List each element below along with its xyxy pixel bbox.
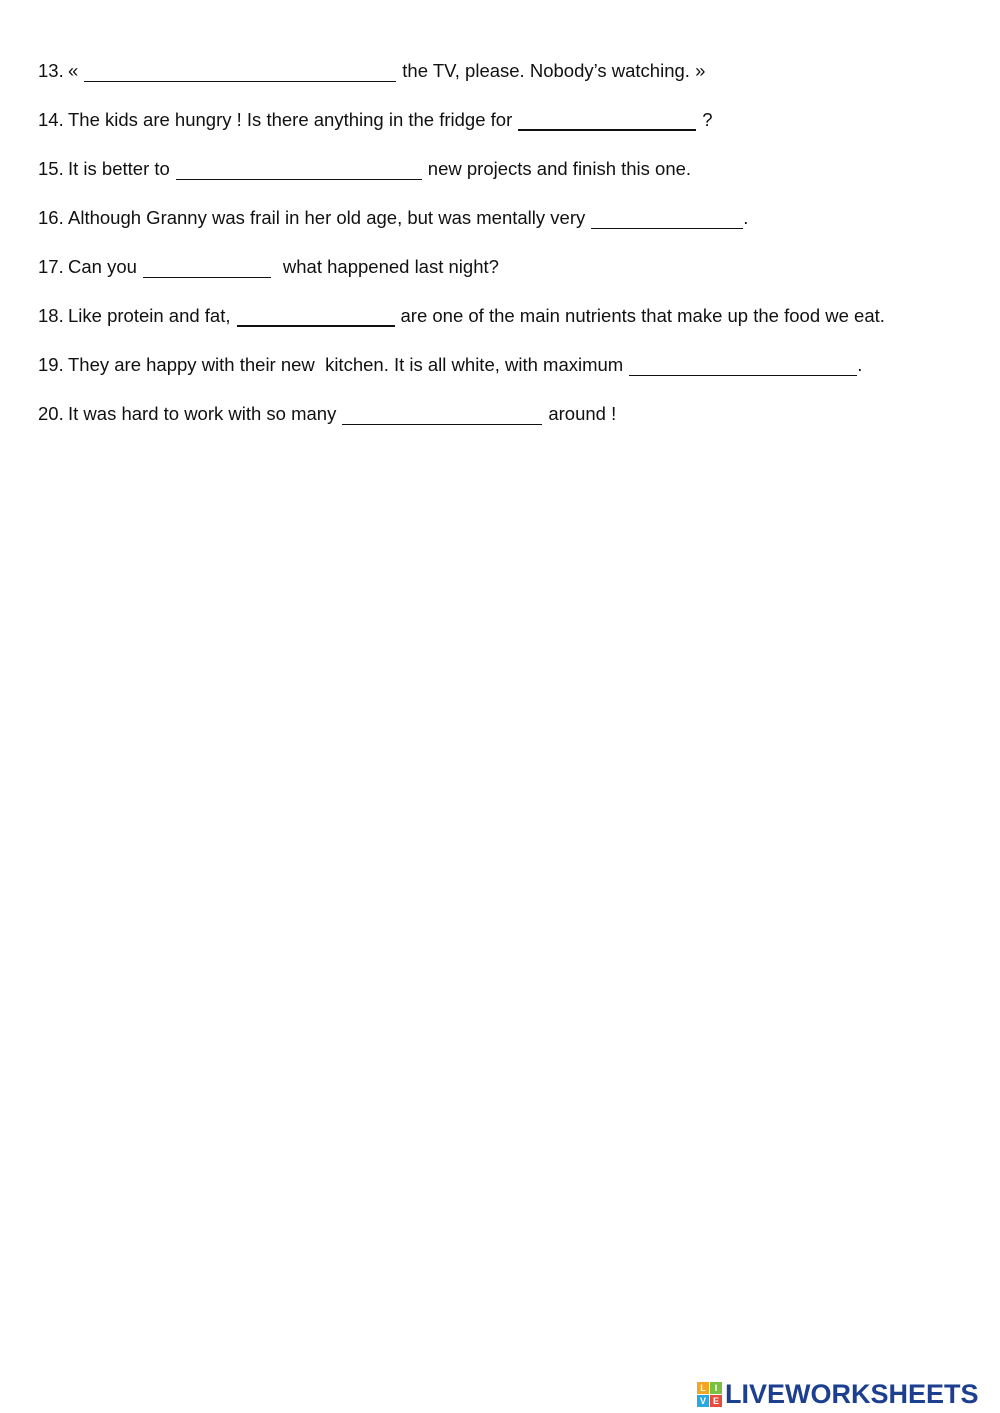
logo-letter: V [697,1395,709,1407]
question-text-before: It was hard to work with so many [68,403,337,424]
question-text-before: « [68,60,79,81]
question-text-after: the TV, please. Nobody’s watching. » [402,60,706,81]
question-text-before: Although Granny was frail in her old age, but was mentally very [68,207,586,228]
question-15 [38,158,691,180]
answer-blank-17[interactable] [143,261,271,278]
answer-blank-15[interactable] [176,163,422,180]
question-text-after: ? [702,109,713,130]
question-text-after: new projects and finish this one. [427,158,692,179]
answer-blank-18[interactable] [237,309,395,327]
logo-letter: L [697,1382,709,1394]
answer-blank-20[interactable] [342,408,542,425]
question-19 [38,354,862,376]
question-number: 20. [38,403,64,424]
question-14 [38,109,713,131]
brand-name: LIVEWORKSHEETS [725,1379,979,1409]
question-text-before: The kids are hungry ! Is there anything in the fridge for [68,109,513,130]
answer-blank-13[interactable] [84,65,396,82]
question-17 [38,256,499,278]
question-number: 14. [38,109,64,130]
question-18 [38,305,885,327]
answer-blank-16[interactable] [591,212,743,229]
question-number: 15. [38,158,64,179]
logo-letter: I [710,1382,722,1394]
question-16 [38,207,748,229]
question-text-before: Like protein and fat, [68,305,231,326]
question-number: 17. [38,256,64,277]
question-text-after: what happened last night? [282,256,499,277]
logo-letter: E [710,1395,722,1407]
question-text-after: . [743,207,749,228]
liveworksheets-logo[interactable] [697,1379,979,1410]
question-number: 16. [38,207,64,228]
question-number: 13. [38,60,64,81]
question-13 [38,60,705,82]
question-20 [38,403,616,425]
question-text-after: around ! [548,403,617,424]
question-number: 19. [38,354,64,375]
answer-blank-14[interactable] [518,113,696,131]
question-text-before: It is better to [68,158,170,179]
question-text-after: are one of the main nutrients that make up the food we eat. [400,305,885,326]
logo-mark-icon [697,1382,722,1407]
question-text-after: . [857,354,863,375]
answer-blank-19[interactable] [629,359,857,376]
question-text-before: They are happy with their new kitchen. It is all white, with maximum [68,354,624,375]
question-number: 18. [38,305,64,326]
question-text-before: Can you [68,256,137,277]
